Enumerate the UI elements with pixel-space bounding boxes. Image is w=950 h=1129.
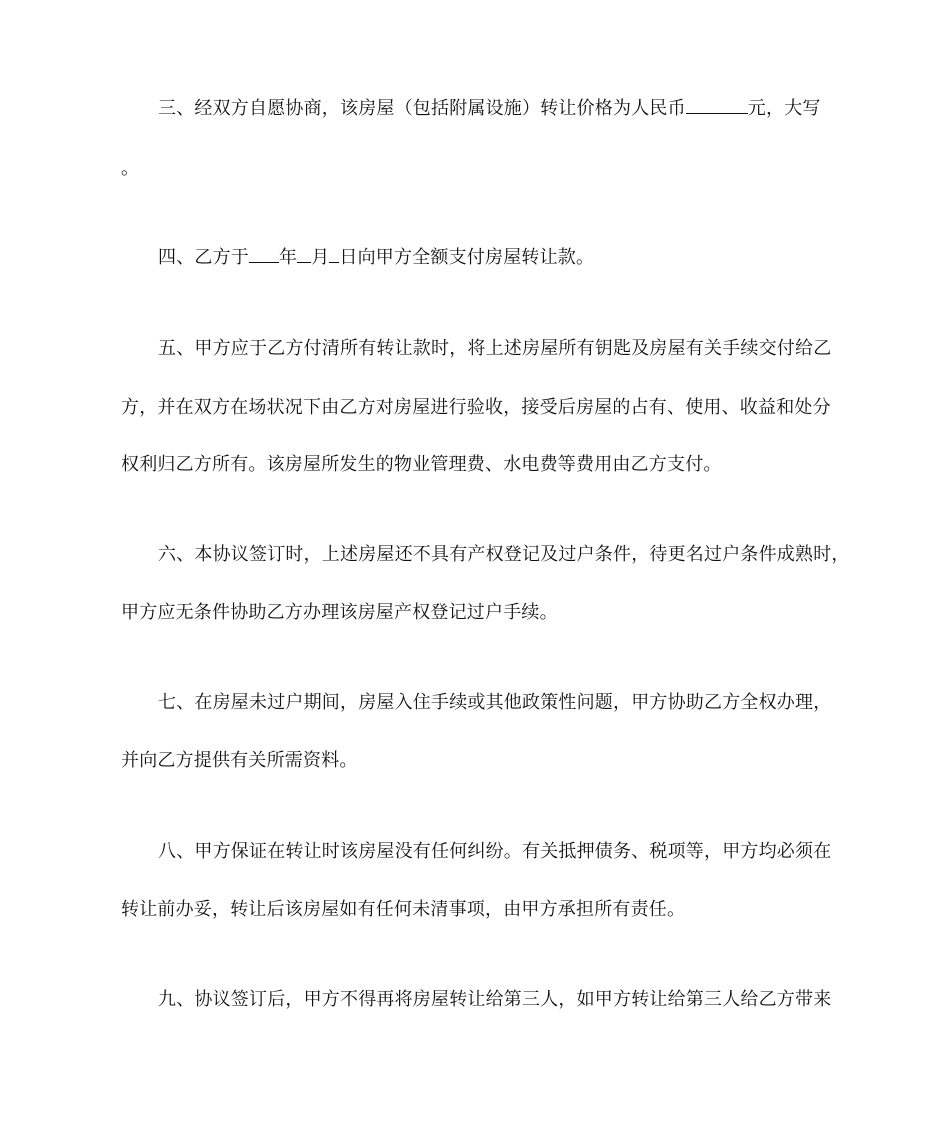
price-blank bbox=[686, 99, 748, 114]
clause-text: 权利归乙方所有。该房屋所发生的物业管理费、水电费等费用由乙方支付。 bbox=[121, 454, 722, 475]
clause-text: 三、经双方自愿协商，该房屋（包括附属设施）转让价格为人民币 bbox=[158, 98, 686, 119]
clause-text: 五、甲方应于乙方付清所有转让款时，将上述房屋所有钥匙及房屋有关手续交付给乙 bbox=[158, 338, 832, 359]
clause-text: 八、甲方保证在转让时该房屋没有任何纠纷。有关抵押债务、税项等，甲方均必须在 bbox=[158, 841, 832, 862]
clause-text: 六、本协议签订时，上述房屋还不具有产权登记及过户条件，待更名过户条件成熟时， bbox=[158, 544, 850, 565]
clause-text: 日向甲方全额支付房屋转让款。 bbox=[339, 247, 595, 268]
clause-text: 甲方应无条件协助乙方办理该房屋产权登记过户手续。 bbox=[121, 602, 558, 623]
clause-5-line-3 bbox=[121, 453, 722, 477]
clause-5-line-2 bbox=[121, 396, 831, 420]
clause-7-line-2 bbox=[121, 749, 358, 773]
clause-8-line-1 bbox=[158, 840, 831, 864]
day-blank bbox=[329, 248, 339, 263]
clause-text: 元，大写 bbox=[747, 98, 821, 119]
clause-8-line-2 bbox=[121, 898, 685, 922]
clause-3-line-2 bbox=[121, 157, 139, 181]
clause-text: 转让前办妥，转让后该房屋如有任何未清事项，由甲方承担所有责任。 bbox=[121, 899, 686, 920]
clause-5-line-1 bbox=[158, 337, 831, 361]
clause-3-line-1 bbox=[158, 97, 821, 121]
month-blank bbox=[297, 248, 311, 263]
clause-text: 方，并在双方在场状况下由乙方对房屋进行验收，接受后房屋的占有、使用、收益和处分 bbox=[121, 397, 831, 418]
clause-text: 九、协议签订后，甲方不得再将房屋转让给第三人，如甲方转让给第三人给乙方带来 bbox=[158, 989, 832, 1010]
clause-text: 。 bbox=[121, 158, 140, 179]
clause-7-line-1 bbox=[158, 691, 831, 715]
clause-text: 四、乙方于 bbox=[158, 247, 249, 268]
clause-text: 月 bbox=[311, 247, 330, 268]
clause-text: 年 bbox=[279, 247, 298, 268]
clause-4-line-1 bbox=[158, 246, 594, 270]
clause-6-line-1 bbox=[158, 543, 850, 567]
clause-6-line-2 bbox=[121, 601, 558, 625]
clause-text: 并向乙方提供有关所需资料。 bbox=[121, 750, 358, 771]
clause-9-line-1 bbox=[158, 988, 831, 1012]
year-blank bbox=[249, 248, 279, 263]
clause-text: 七、在房屋未过户期间，房屋入住手续或其他政策性问题，甲方协助乙方全权办理， bbox=[158, 692, 832, 713]
